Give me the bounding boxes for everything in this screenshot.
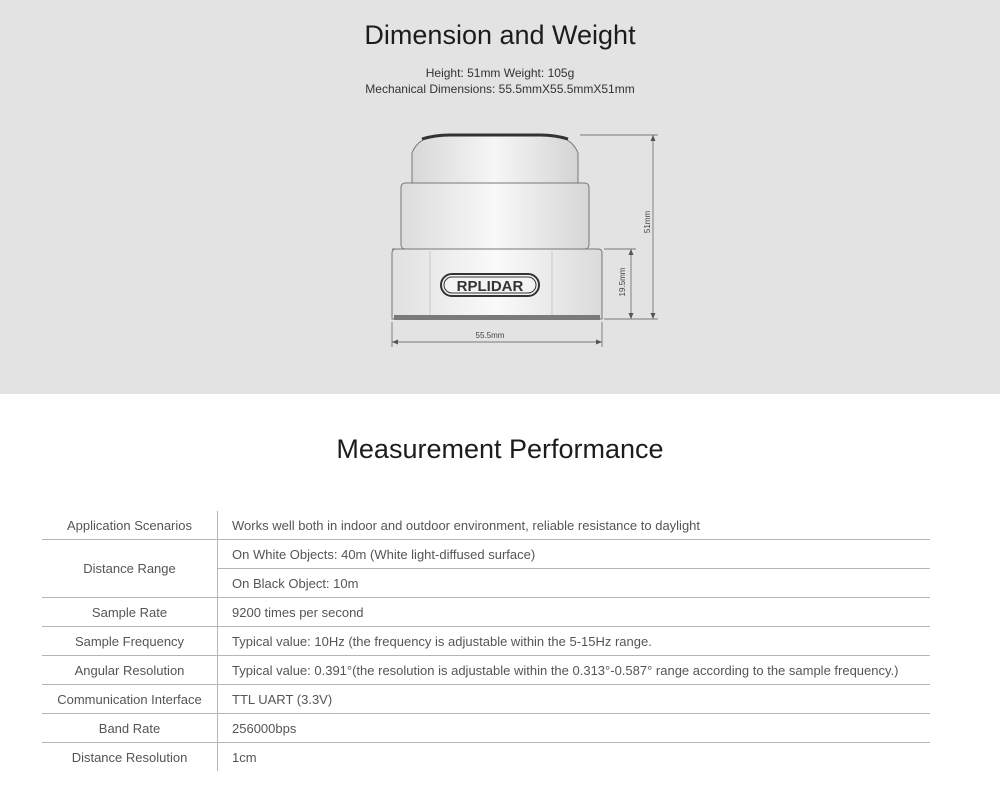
row-value: Works well both in indoor and outdoor environment, reliable resistance to daylight — [218, 511, 931, 540]
row-value: Typical value: 0.391°(the resolution is adjustable within the 0.313°-0.587° range according to the sample frequency.) — [218, 656, 931, 685]
lidar-dimension-drawing — [340, 125, 680, 360]
row-label: Communication Interface — [42, 685, 218, 714]
table-row — [42, 685, 930, 714]
row-label: Sample Frequency — [42, 627, 218, 656]
row-value: On Black Object: 10m — [218, 569, 931, 598]
mechanical-dimensions-text: Mechanical Dimensions: 55.5mmX55.5mmX51mm — [365, 82, 635, 96]
table-row — [42, 511, 930, 540]
row-label: Distance Range — [42, 540, 218, 598]
row-value: Typical value: 10Hz (the frequency is adjustable within the 5-15Hz range. — [218, 627, 931, 656]
logo-text: RPLIDAR — [456, 278, 524, 295]
row-label: Band Rate — [42, 714, 218, 743]
table-row — [42, 598, 930, 627]
base-height-label: 19.5mm — [618, 267, 627, 297]
row-value: TTL UART (3.3V) — [218, 685, 931, 714]
performance-table — [42, 511, 930, 771]
row-label: Angular Resolution — [42, 656, 218, 685]
row-label: Application Scenarios — [42, 511, 218, 540]
table-row — [42, 627, 930, 656]
table-row — [42, 656, 930, 685]
row-value: 256000bps — [218, 714, 931, 743]
rplidar-logo — [441, 274, 539, 296]
row-value: 9200 times per second — [218, 598, 931, 627]
height-label: 51mm — [643, 210, 652, 234]
row-value: On White Objects: 40m (White light-diffused surface) — [218, 540, 931, 569]
lidar-top-cap — [412, 135, 578, 183]
width-label: 55.5mm — [475, 331, 505, 340]
row-label: Distance Resolution — [42, 743, 218, 772]
lidar-middle-body — [401, 183, 589, 249]
height-weight-text: Height: 51mm Weight: 105g — [425, 66, 575, 80]
performance-title: Measurement Performance — [336, 434, 664, 464]
width-dimension — [392, 322, 602, 347]
table-row — [42, 743, 930, 772]
row-value: 1cm — [232, 749, 257, 765]
table-row — [42, 714, 930, 743]
table-row — [42, 540, 930, 569]
dimension-section — [0, 0, 1000, 394]
row-label: Sample Rate — [42, 598, 218, 627]
dimension-title: Dimension and Weight — [364, 20, 636, 50]
base-height-dimension — [604, 249, 636, 319]
